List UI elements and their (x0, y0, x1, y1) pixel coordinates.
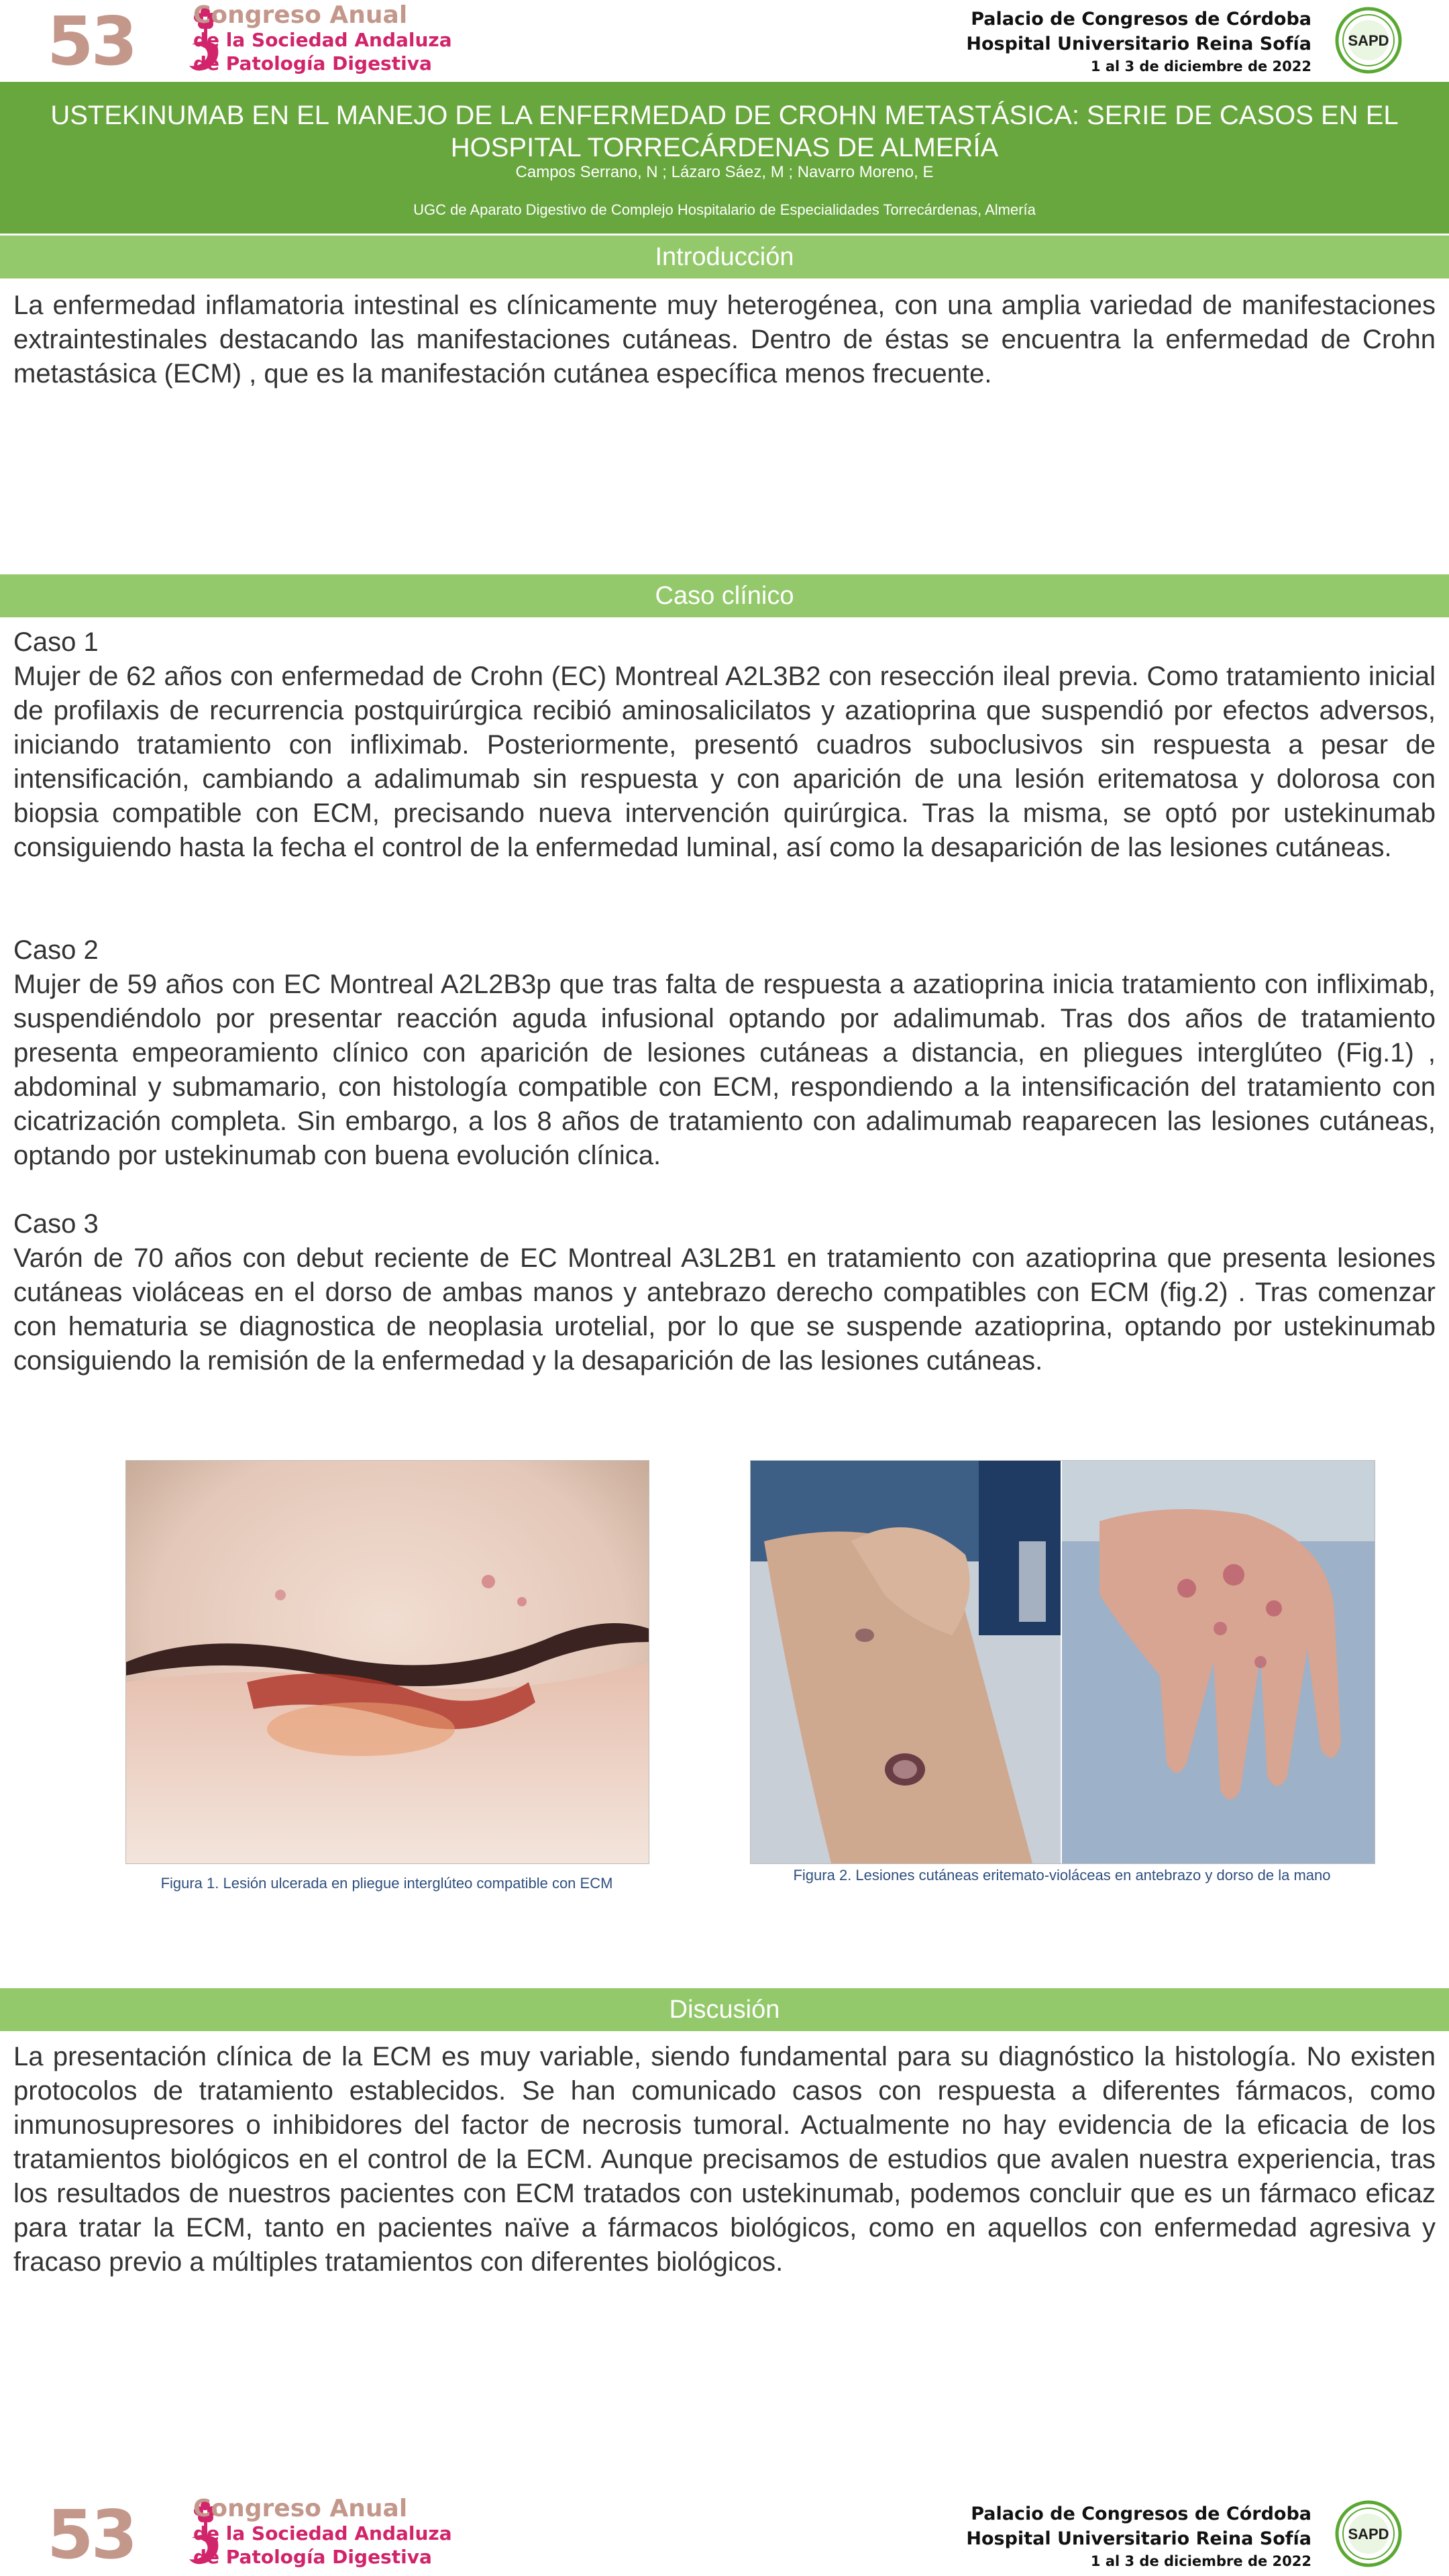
figure-1-image (125, 1460, 649, 1864)
case-2-title: Caso 2 (13, 935, 99, 965)
poster-title: USTEKINUMAB EN EL MANEJO DE LA ENFERMEDAD DE CROHN METASTÁSICA: SERIE DE CASOS EN EL HOSPITAL TORRECÁRDENAS DE ALMERÍA (50, 101, 1399, 162)
footer-venue-line2: Hospital Universitario Reina Sofía (966, 2528, 1311, 2549)
figure-1-caption: Figura 1. Lesión ulcerada en pliegue interglúteo compatible con ECM (160, 1875, 613, 1892)
footer-congress-logo (47, 2496, 476, 2573)
congress-name-line1: Congreso Anual (193, 1, 408, 29)
logo-number: 53 (47, 2, 136, 81)
venue-line2: Hospital Universitario Reina Sofía (966, 34, 1311, 54)
footer-congress-name-line3: de Patología Digestiva (193, 2546, 432, 2568)
figure-2-caption: Figura 2. Lesiones cutáneas eritemato-violáceas en antebrazo y dorso de la mano (793, 1867, 1331, 1884)
case-2-text: Mujer de 59 años con EC Montreal A2L2B3p que tras falta de respuesta a azatioprina inicia tratamiento con infliximab, suspendiéndolo por presentar reacción aguda infusional optando por adalimumab. Tras dos años de tratamiento presenta empeoramiento clínico con aparición de lesiones cutáneas a distancia, en pliegues interglúteo (Fig.1) , abdominal y submamario, con histología compatible con ECM, respondiendo a la intensificación del tratamiento con cicatrización completa. Sin embargo, a los 8 años de tratamiento con adalimumab reaparecen las lesiones cutáneas, optando por ustekinumab con buena evolución clínica. (13, 970, 1436, 1170)
footer-congress-name (193, 2496, 452, 2569)
congress-name (193, 3, 452, 75)
venue-date: 1 al 3 de diciembre de 2022 (1090, 58, 1311, 74)
footer-congress-name-line2: de la Sociedad Andaluza (193, 2522, 452, 2544)
intro-heading: Introducción (0, 236, 1449, 278)
case-3-title: Caso 3 (13, 1209, 99, 1239)
seal-label: SAPD (1348, 32, 1389, 49)
case-1-text: Mujer de 62 años con enfermedad de Crohn (EC) Montreal A2L3B2 con resección ileal previa. Como tratamiento inicial de profilaxis de recurrencia postquirúrgica recibió aminosalicilatos y azatioprina que suspendió por efectos adversos, iniciando tratamiento con infliximab. Posteriormente, presentó cuadros suboclusivos sin respuesta a pesar de intensificación, cambiando a adalimumab sin respuesta y con aparición de una lesión eritematosa y dolorosa con biopsia compatible con ECM, precisando nueva intervención quirúrgica. Tras la misma, se optó por ustekinumab consiguiendo hasta la fecha el control de la enfermedad luminal, así como la desaparición de las lesiones cutáneas. (13, 662, 1436, 862)
figure-2-image (750, 1460, 1375, 1864)
title-band (0, 82, 1449, 234)
venue-line1: Palacio de Congresos de Córdoba (971, 9, 1311, 30)
sapd-seal-icon (1335, 7, 1402, 74)
discussion-heading: Discusión (0, 1988, 1449, 2031)
clinical-heading: Caso clínico (0, 574, 1449, 617)
footer-logo-number: 53 (47, 2495, 136, 2574)
venue-info (966, 7, 1311, 76)
footer-venue-date: 1 al 3 de diciembre de 2022 (1090, 2553, 1311, 2569)
congress-name-line3: de Patología Digestiva (193, 52, 432, 74)
footer-seal-label: SAPD (1348, 2526, 1389, 2542)
footer-congress-name-line1: Congreso Anual (193, 2495, 408, 2522)
case-3-text: Varón de 70 años con debut reciente de EC Montreal A3L2B1 en tratamiento con azatioprina que presenta lesiones cutáneas violáceas en el dorso de ambas manos y antebrazo derecho compatibles con ECM (fig.2) . Tras comenzar con hematuria se diagnostica de neoplasia urotelial, por lo que se suspende azatioprina, optando por ustekinumab consiguiendo la remisión de la enfermedad y la desaparición de las lesiones cutáneas. (13, 1243, 1436, 1376)
footer-venue-line1: Palacio de Congresos de Córdoba (971, 2504, 1311, 2524)
affiliation: UGC de Aparato Digestivo de Complejo Hospitalario de Especialidades Torrecárdenas, Almería (413, 201, 1036, 218)
case-1-title: Caso 1 (13, 627, 99, 657)
congress-logo (47, 3, 476, 80)
footer-venue-info (966, 2502, 1311, 2571)
congress-name-line2: de la Sociedad Andaluza (193, 29, 452, 51)
footer-sapd-seal-icon (1335, 2500, 1402, 2567)
intro-text: La enfermedad inflamatoria intestinal es clínicamente muy heterogénea, con una amplia variedad de manifestaciones extraintestinales destacando las manifestaciones cutáneas. Dentro de éstas se encuentra la enfermedad de Crohn metastásica (ECM) , que es la manifestación cutánea específica menos frecuente. (13, 291, 1436, 389)
discussion-text: La presentación clínica de la ECM es muy variable, siendo fundamental para su diagnóstico la histología. No existen protocolos de tratamiento establecidos. Se han comunicado casos con respuesta a diferentes fármacos, como inmunosupresores o inhibidores del factor de necrosis tumoral. Actualmente no hay evidencia de la eficacia de los tratamientos biológicos en el control de la ECM. Aunque precisamos de estudios que avalen nuestra experiencia, tras los resultados de nuestros pacientes con ECM tratados con ustekinumab, podemos concluir que es un fármaco eficaz para tratar la ECM, tanto en pacientes naïve a fármacos biológicos, como en aquellos con enfermedad agresiva y fracaso previo a múltiples tratamientos con diferentes biológicos. (13, 2042, 1436, 2277)
authors: Campos Serrano, N ; Lázaro Sáez, M ; Navarro Moreno, E (515, 163, 934, 181)
